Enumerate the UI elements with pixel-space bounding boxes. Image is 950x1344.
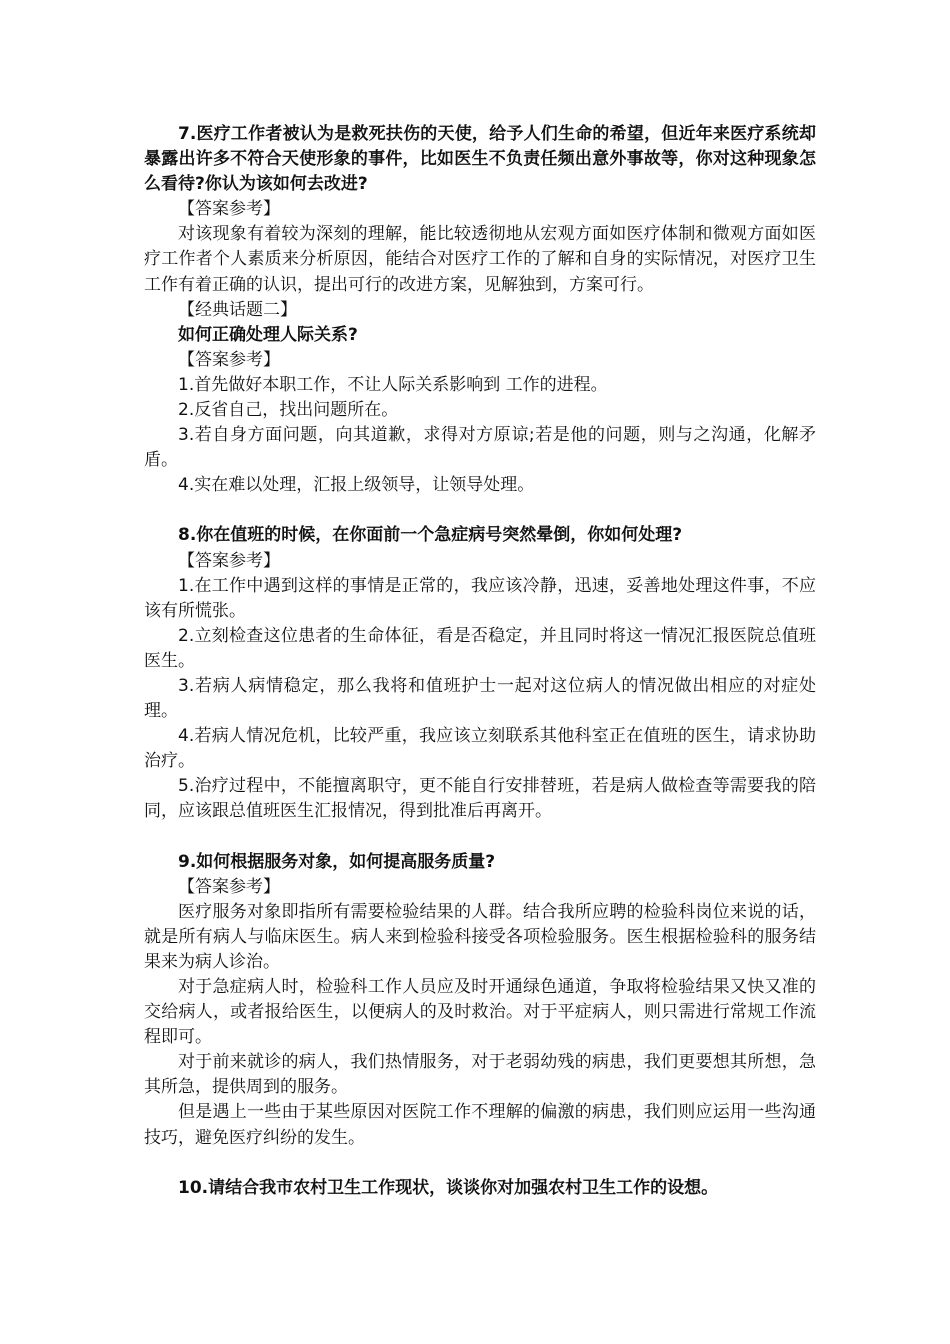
- answer-paragraph: 对于急症病人时，检验科工作人员应及时开通绿色通道，争取将检验结果又快又准的交给病人，或者报给医生，以便病人的及时救治。对于平症病人，则只需进行常规工作流程即可。: [144, 977, 816, 1048]
- answer-paragraph: 但是遇上一些由于某些原因对医院工作不理解的偏激的病患，我们则应运用一些沟通技巧，避免医疗纠纷的发生。: [144, 1102, 816, 1148]
- answer-label: 【答案参考】: [178, 349, 280, 370]
- question-9: 9.如何根据服务对象，如何提高服务质量?: [178, 851, 496, 872]
- answer-point: 1.首先做好本职工作，不让人际关系影响到 工作的进程。: [178, 374, 608, 395]
- question-10: 10.请结合我市农村卫生工作现状，谈谈你对加强农村卫生工作的设想。: [178, 1177, 719, 1198]
- answer-label: 【答案参考】: [178, 876, 280, 897]
- answer-point: 3.若自身方面问题，向其道歉，求得对方原谅;若是他的问题，则与之沟通，化解矛盾。: [144, 425, 816, 471]
- answer-point: 4.实在难以处理，汇报上级领导，让领导处理。: [178, 475, 535, 496]
- spacer: [144, 1151, 816, 1176]
- spacer: [144, 498, 816, 523]
- answer-point: 1.在工作中遇到这样的事情是正常的，我应该冷静，迅速，妥善地处理这件事，不应该有所慌张。: [144, 575, 816, 621]
- answer-text: 对该现象有着较为深刻的理解，能比较透彻地从宏观方面如医疗体制和微观方面如医疗工作者个人素质来分析原因，能结合对医疗工作的了解和自身的实际情况，对医疗卫生工作有着正确的认识，提出可行的改进方案，见解独到，方案可行。: [144, 224, 816, 295]
- answer-paragraph: 对于前来就诊的病人，我们热情服务，对于老弱幼残的病患，我们更要想其所想，急其所急，提供周到的服务。: [144, 1052, 816, 1098]
- document-body: [144, 122, 816, 1201]
- spacer: [144, 825, 816, 850]
- answer-point: 3.若病人病情稳定，那么我将和值班护士一起对这位病人的情况做出相应的对症处理。: [144, 675, 816, 722]
- answer-label: 【答案参考】: [178, 199, 280, 220]
- section-label: 【经典话题二】: [178, 299, 297, 320]
- answer-point: 2.反省自己，找出问题所在。: [178, 400, 399, 421]
- question-interpersonal: 如何正确处理人际关系?: [178, 324, 358, 345]
- answer-point: 2.立刻检查这位患者的生命体征，看是否稳定，并且同时将这一情况汇报医院总值班医生。: [144, 625, 816, 671]
- question-8: 8.你在值班的时候，在你面前一个急症病号突然晕倒，你如何处理?: [178, 525, 683, 546]
- answer-label: 【答案参考】: [178, 550, 280, 571]
- question-7: 7.医疗工作者被认为是救死扶伤的天使，给予人们生命的希望，但近年来医疗系统却暴露出许多不符合天使形象的事件，比如医生不负责任频出意外事故等，你对这种现象怎么看待?你认为该如何去改进?: [144, 124, 816, 195]
- answer-point: 4.若病人情况危机，比较严重，我应该立刻联系其他科室正在值班的医生，请求协助治疗。: [144, 726, 816, 772]
- answer-paragraph: 医疗服务对象即指所有需要检验结果的人群。结合我所应聘的检验科岗位来说的话，就是所有病人与临床医生。病人来到检验科接受各项检验服务。医生根据检验科的服务结果来为病人诊治。: [144, 901, 816, 972]
- answer-point: 5.治疗过程中，不能擅离职守，更不能自行安排替班，若是病人做检查等需要我的陪同，应该跟总值班医生汇报情况，得到批准后再离开。: [144, 776, 816, 822]
